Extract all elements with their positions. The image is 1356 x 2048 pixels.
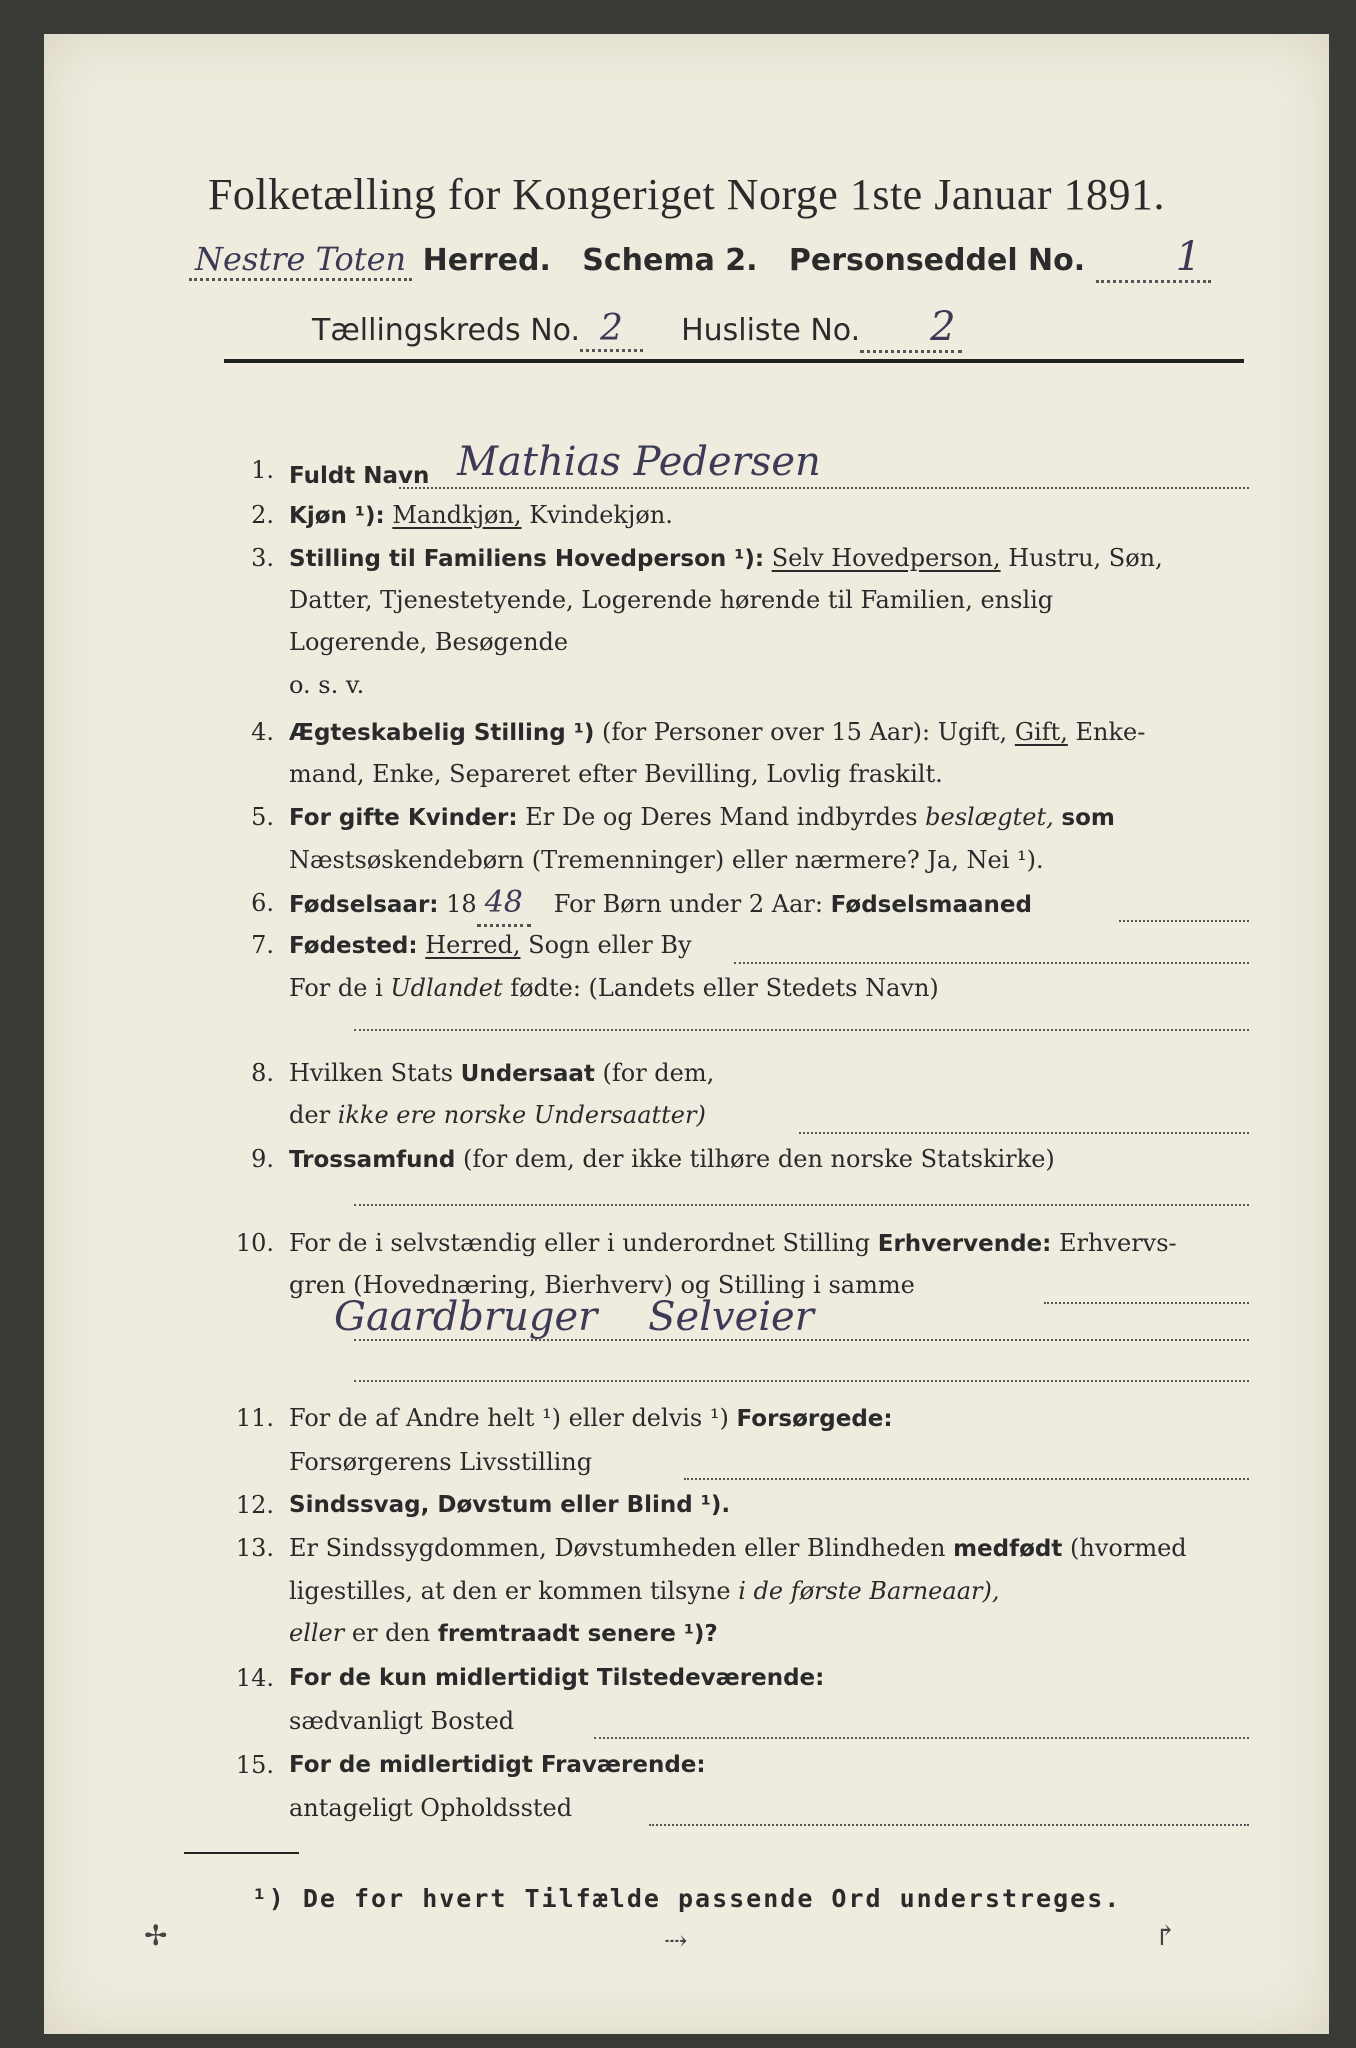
row-text — [289, 1138, 1055, 1181]
married-women-label: For gifte Kvinder: — [289, 805, 518, 831]
birthplace-label: Fødested: — [289, 933, 418, 959]
row-text: gren (Hovednæring, Bierhverv) og Stilling i samme — [289, 1271, 915, 1299]
row-number: 2. — [251, 501, 274, 529]
citizenship-line2: der — [289, 1101, 331, 1129]
row-number: 14. — [235, 1664, 274, 1692]
religion-text: (for dem, der ikke tilhøre den norske Statskirke) — [463, 1145, 1055, 1173]
abroad-italic: Udlandet — [390, 974, 503, 1002]
row-text — [289, 537, 1163, 580]
religion-label: Trossamfund — [289, 1147, 456, 1173]
personseddel-value: 1 — [1096, 234, 1211, 283]
birth-year-value: 48 — [477, 882, 531, 927]
occupation-text-rest: Erhvervs- — [1058, 1229, 1177, 1257]
temporary-absent-label: For de midlertidigt Fraværende: — [289, 1752, 706, 1778]
marital-status-options: (for Personer over 15 Aar): Ugift, — [602, 718, 1008, 746]
dependents-text: For de af Andre helt ¹) eller delvis ¹) — [289, 1404, 729, 1432]
footnote: ¹) De for hvert Tilfælde passende Ord understreges. — [251, 1884, 1122, 1913]
dependents-label: Forsørgede: — [736, 1406, 893, 1432]
kreds-value: 2 — [580, 308, 643, 352]
kreds-label: Tællingskreds No. — [312, 313, 580, 348]
married-women-question-end: som — [1061, 805, 1115, 831]
household-position-selected: Selv Hovedperson, — [771, 544, 1001, 572]
sex-label: Kjøn ¹): — [289, 503, 385, 529]
occupation-fill-line-2 — [354, 1339, 1249, 1341]
congenital-text-rest: (hvormed — [1070, 1534, 1187, 1562]
congenital-line3: er den — [351, 1619, 431, 1647]
citizenship-text: Hvilken Stats — [289, 1059, 454, 1087]
row-text: Næstsøskendebørn (Tremenninger) eller nærmere? Ja, Nei ¹). — [289, 846, 1044, 874]
usual-residence-fill-line — [594, 1737, 1249, 1739]
birthplace-fill-line — [734, 962, 1249, 964]
birth-month-note: For Børn under 2 Aar: — [553, 890, 823, 918]
header-kreds-line — [312, 304, 962, 353]
married-women-question: Er De og Deres Mand indbyrdes — [525, 803, 918, 831]
ink-mark: ⇢ — [664, 1924, 688, 1957]
provider-fill-line — [684, 1478, 1249, 1480]
form-title: Folketælling for Kongeriget Norge 1ste Januar 1891. — [207, 170, 1166, 219]
row-text — [289, 1397, 893, 1440]
row-number: 7. — [251, 931, 274, 959]
birth-year-prefix: 18 — [446, 890, 477, 918]
sex-option-male: Mandkjøn, — [392, 501, 522, 529]
row-number: 13. — [235, 1534, 274, 1562]
birth-month-label: Fødselsmaaned — [830, 892, 1032, 918]
row-number: 9. — [251, 1145, 274, 1173]
row-text — [289, 924, 692, 967]
abroad-fill-line — [354, 1029, 1249, 1031]
row-text: Logerende, Besøgende — [289, 628, 569, 656]
marital-status-label: Ægteskabelig Stilling ¹) — [289, 720, 595, 746]
row-text — [289, 494, 673, 537]
disability-label: Sindssvag, Døvstum eller Blind ¹). — [289, 1492, 731, 1518]
temporary-present-label: For de kun midlertidigt Tilstedeværende: — [289, 1665, 825, 1691]
row-text: antageligt Opholdssted — [289, 1794, 573, 1822]
row-number: 3. — [251, 544, 274, 572]
married-women-related: beslægtet, — [925, 803, 1054, 831]
occupation-label: Erhvervende: — [877, 1231, 1052, 1257]
household-position-label: Stilling til Familiens Hovedperson ¹): — [289, 546, 765, 572]
congenital-line2-italic: i de første Barneaar), — [738, 1577, 1000, 1605]
row-text — [289, 439, 821, 497]
ink-mark: ✢ — [144, 1919, 168, 1952]
abroad-text-rest: fødte: (Landets eller Stedets Navn) — [510, 974, 939, 1002]
row-number: 12. — [235, 1491, 274, 1519]
row-text — [289, 796, 1115, 839]
occupation-fill-line-3 — [354, 1380, 1249, 1382]
census-form-sheet — [44, 34, 1329, 2034]
row-number: 8. — [251, 1059, 274, 1087]
row-text: Datter, Tjenestetyende, Logerende hørende til Familien, enslig — [289, 586, 1054, 614]
row-number: 6. — [251, 889, 274, 917]
occupation-fill-line-1 — [1044, 1302, 1249, 1304]
row-text — [289, 711, 1145, 754]
congenital-line2: ligestilles, at den er kommen tilsyne — [289, 1577, 731, 1605]
row-number: 5. — [251, 803, 274, 831]
ink-mark: ↱ — [1154, 1919, 1178, 1952]
husliste-value: 2 — [860, 304, 961, 353]
row-text: mand, Enke, Separeret efter Bevilling, Lovlig fraskilt. — [289, 760, 943, 788]
birthplace-options: Sogn eller By — [528, 931, 692, 959]
row-text — [289, 1570, 999, 1612]
row-number: 4. — [251, 718, 274, 746]
row-text — [289, 1612, 718, 1655]
congenital-line3-italic: eller — [289, 1619, 345, 1647]
row-text — [289, 882, 1032, 927]
schema-label: Schema 2. — [582, 243, 758, 278]
row-text — [289, 1222, 1177, 1265]
row-number: 11. — [235, 1404, 274, 1432]
row-number: 1. — [251, 456, 274, 484]
row-number: 10. — [235, 1229, 274, 1257]
row-text: sædvanligt Bosted — [289, 1707, 515, 1735]
husliste-label: Husliste No. — [681, 313, 861, 348]
birth-year-label: Fødselsaar: — [289, 892, 439, 918]
full-name-fill-line — [399, 487, 1249, 489]
household-position-options: Hustru, Søn, — [1008, 544, 1163, 572]
full-name-label: Fuldt Navn — [289, 463, 430, 489]
stay-location-fill-line — [649, 1824, 1249, 1826]
citizenship-text-rest: (for dem, — [602, 1059, 715, 1087]
herred-value: Nestre Toten — [189, 240, 412, 281]
header-herred-line — [189, 234, 1211, 283]
row-number: 15. — [235, 1751, 274, 1779]
header-rule — [224, 359, 1244, 363]
abroad-text: For de i — [289, 974, 383, 1002]
birthplace-selected: Herred, — [425, 931, 521, 959]
marital-status-selected: Gift, — [1014, 718, 1068, 746]
row-text — [289, 1527, 1187, 1570]
occupation-text: For de i selvstændig eller i underordnet Stilling — [289, 1229, 871, 1257]
congenital-label: medfødt — [953, 1536, 1063, 1562]
row-text — [289, 1094, 706, 1136]
full-name-value: Mathias Pedersen — [457, 439, 821, 485]
row-text: o. s. v. — [289, 671, 365, 699]
occupation-value: Gaardbruger Selveier — [334, 1294, 814, 1340]
row-text — [289, 1052, 714, 1095]
religion-fill-line — [354, 1204, 1249, 1206]
citizenship-fill-line — [799, 1132, 1249, 1134]
row-text: Forsørgerens Livsstilling — [289, 1448, 593, 1476]
herred-label: Herred. — [422, 243, 551, 278]
personseddel-label: Personseddel No. — [788, 243, 1086, 278]
congenital-text: Er Sindssygdommen, Døvstumheden eller Blindheden — [289, 1534, 946, 1562]
row-text — [289, 967, 939, 1009]
footnote-rule — [184, 1852, 299, 1854]
birth-month-fill-line — [1119, 920, 1249, 922]
marital-status-options-rest: Enke- — [1075, 718, 1146, 746]
citizenship-line2-italic: ikke ere norske Undersaatter) — [337, 1101, 706, 1129]
acquired-later-label: fremtraadt senere ¹)? — [437, 1621, 718, 1647]
sex-option-female: Kvindekjøn. — [529, 501, 673, 529]
citizenship-label: Undersaat — [460, 1061, 595, 1087]
